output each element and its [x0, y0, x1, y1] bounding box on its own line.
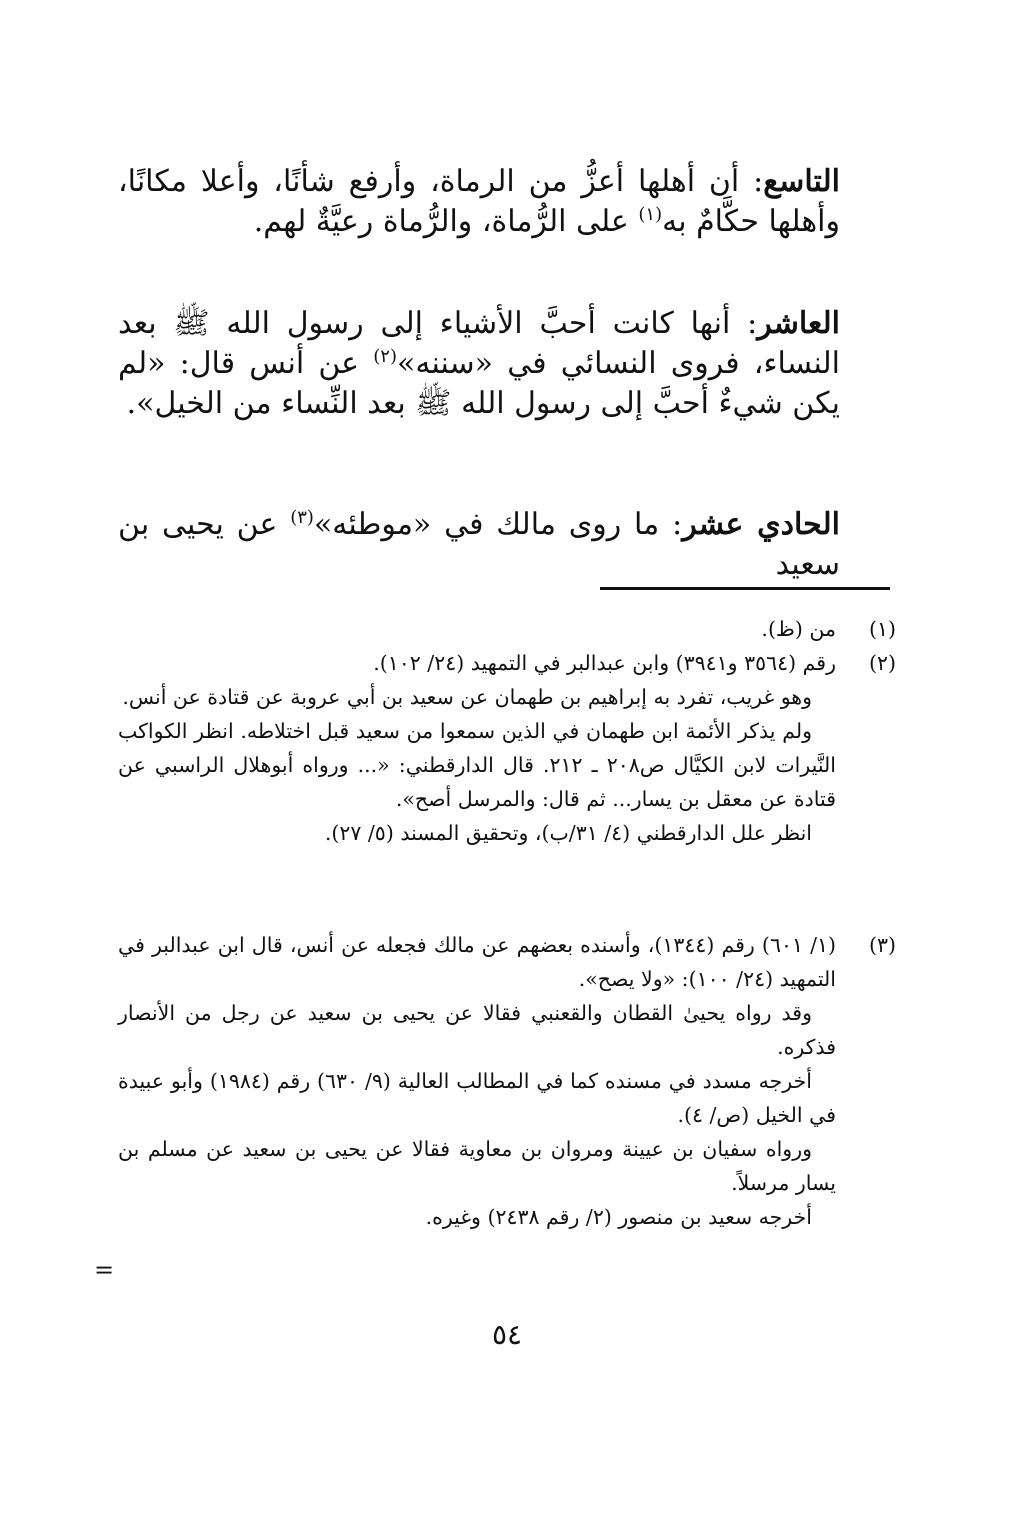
- paragraph-eleventh: [118, 505, 840, 585]
- paragraph-text: : أنها كانت أحبَّ الأشياء إلى رسول الله ﷺ بعد النساء، فروى النسائي في «سننه»: [118, 306, 840, 381]
- continuation-mark: =: [94, 1256, 115, 1284]
- footnote-number: (٢): [868, 651, 896, 675]
- footnote-text: ولم يذكر الأئمة ابن طهمان في الذين سمعوا من سعيد قبل اختلاطه. انظر الكواكب النَّيرات لابن الكيَّال ص٢٠٨ ـ ٢١٢. قال الدارقطني: «... ورواه أبوهلال الراسبي عن قتادة عن معقل بن يسار... ثم قال: والمرسل أصح».: [118, 719, 836, 811]
- paragraph-lead: التاسع: [763, 164, 840, 199]
- page-number: ٥٤: [491, 1318, 523, 1351]
- footnote-number: (١): [868, 617, 896, 641]
- footnote-marker[interactable]: (٢): [373, 346, 397, 367]
- footnote-text: وهو غريب، تفرد به إبراهيم بن طهمان عن سعيد بن أبي عروبة عن قتادة عن أنس.: [122, 685, 812, 709]
- footnote-text: ورواه سفيان بن عيينة ومروان بن معاوية فقالا عن يحيى بن سعيد عن مسلم بن يسار مرسلاً.: [118, 1137, 836, 1195]
- footnote-text: أخرجه سعيد بن منصور (٢/ رقم ٢٤٣٨) وغيره.: [425, 1205, 812, 1229]
- footnote-text: وقد رواه يحيىٰ القطان والقعنبي فقالا عن يحيى بن سعيد عن رجل من الأنصار فذكره.: [118, 1001, 836, 1059]
- footnote-3: [118, 928, 896, 1234]
- footnote-number: (٣): [868, 933, 896, 957]
- footnote-separator: [600, 587, 890, 590]
- paragraph-text: عن أنس قال: «لم يكن شيءٌ أحبَّ إلى رسول الله ﷺ بعد النِّساء من الخيل».: [118, 346, 840, 421]
- footnote-2: [118, 646, 896, 850]
- footnote-text: انظر علل الدارقطني (٤/ ٣١/ب)، وتحقيق المسند (٥/ ٢٧).: [324, 821, 812, 845]
- paragraph-text: عن يحيى بن سعيد: [118, 507, 840, 582]
- paragraph-text: : أن أهلها أعزُّ من الرماة، وأرفع شأنًا، وأعلا مكانًا، وأهلها حكَّامٌ به: [118, 164, 840, 239]
- paragraph-text: على الرُّماة، والرُّماة رعيَّةٌ لهم.: [253, 204, 639, 239]
- footnote-text: أخرجه مسدد في مسنده كما في المطالب العالية (٩/ ٦٣٠) رقم (١٩٨٤) وأبو عبيدة في الخيل (ص/ ٤).: [118, 1069, 836, 1127]
- footnote-marker[interactable]: (١): [638, 204, 663, 225]
- paragraph-tenth: [118, 304, 840, 424]
- paragraph-ninth: [118, 162, 840, 242]
- paragraph-lead: العاشر: [757, 306, 840, 341]
- paragraph-text: : ما روى مالك في «موطئه»: [313, 507, 683, 542]
- footnote-text: من (ظ).: [761, 617, 836, 641]
- footnote-text: رقم (٣٥٦٤ و٣٩٤١) وابن عبدالبر في التمهيد (٢٤/ ١٠٢).: [373, 651, 836, 675]
- footnote-text: (١/ ٦٠١) رقم (١٣٤٤)، وأسنده بعضهم عن مالك فجعله عن أنس، قال ابن عبدالبر في التمهيد (٢٤/ ١٠٠): «ولا يصح».: [118, 933, 837, 991]
- footnote-1: [118, 612, 896, 646]
- footnote-marker[interactable]: (٣): [290, 507, 314, 528]
- paragraph-lead: الحادي عشر: [682, 507, 840, 542]
